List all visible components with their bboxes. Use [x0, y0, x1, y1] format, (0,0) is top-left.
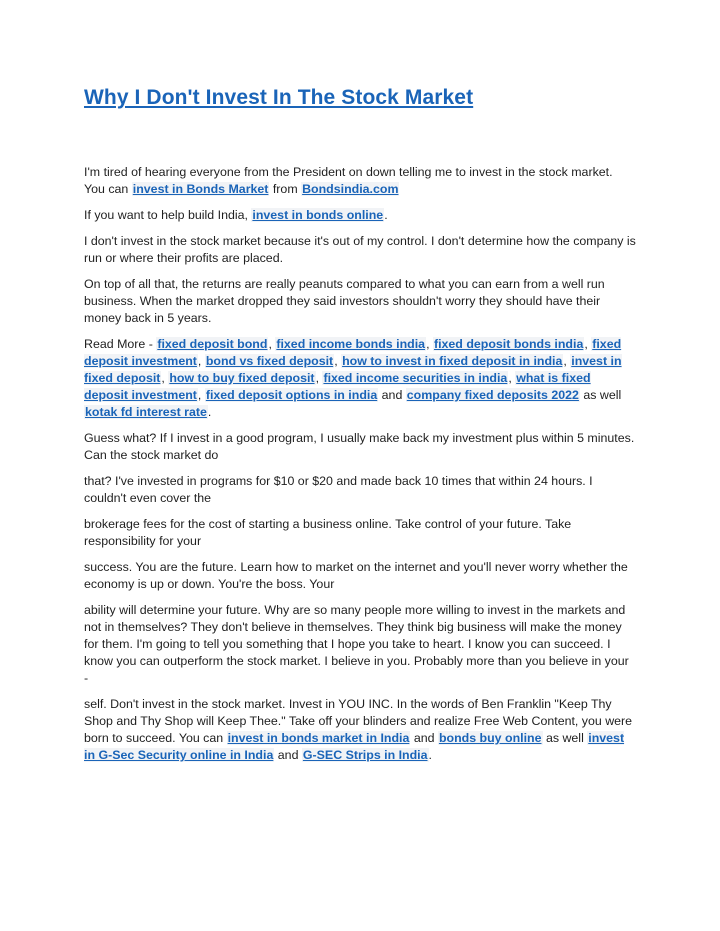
link-gsec-strips[interactable]: G-SEC Strips in India — [302, 748, 428, 762]
link-invest-gsec[interactable]: invest in G-Sec Security online in India — [84, 731, 625, 762]
separator: , — [563, 354, 571, 368]
text: I'm tired of hearing everyone from the President on down telling me to invest in the stock market. You can — [84, 165, 613, 196]
text: and — [274, 748, 302, 762]
page-title[interactable]: Why I Don't Invest In The Stock Market — [84, 86, 474, 109]
conjunction: as well — [579, 388, 622, 402]
link-bondsindia[interactable]: Bondsindia.com — [302, 182, 399, 196]
link-read-more-8[interactable]: how to buy fixed deposit — [169, 371, 315, 385]
paragraph-brokerage: brokerage fees for the cost of starting a business online. Take control of your future. Take responsibility for your — [84, 517, 572, 548]
separator: , — [334, 354, 342, 368]
text: self. Don't invest in the stock market. Invest in YOU INC. In the words of Ben Franklin "Keep Thy Shop and Thy Shop will Keep Thee." Take off your blinders and realize Free Web Content, you were born to succeed. You can — [84, 697, 633, 745]
text: . — [207, 405, 212, 419]
paragraph-success: success. You are the future. Learn how to market on the internet and you'll never worry whether the economy is up or down. You're the boss. Your — [84, 560, 628, 591]
link-read-more-4[interactable]: fixed deposit investment — [84, 337, 622, 368]
paragraph-intro — [84, 164, 636, 198]
paragraph-control: I don't invest in the stock market because it's out of my control. I don't determine how the company is run or where their profits are placed. — [84, 234, 636, 265]
link-invest-in-bonds-market-india[interactable]: invest in bonds market in India — [227, 731, 410, 745]
link-read-more-2[interactable]: fixed income bonds india — [276, 337, 426, 351]
paragraph-invested: that? I've invested in programs for $10 or $20 and made back 10 times that within 24 hours. I couldn't even cover the — [84, 474, 593, 505]
separator: , — [508, 371, 516, 385]
link-read-more-10[interactable]: what is fixed deposit investment — [84, 371, 591, 402]
link-read-more-3[interactable]: fixed deposit bonds india — [433, 337, 584, 351]
separator: , — [268, 337, 276, 351]
text: . — [428, 748, 432, 762]
separator: , — [197, 354, 205, 368]
link-read-more-11[interactable]: fixed deposit options in india — [205, 388, 378, 402]
separator: , — [426, 337, 433, 351]
link-read-more-7[interactable]: invest in fixed deposit — [84, 354, 622, 385]
separator: , — [315, 371, 323, 385]
conjunction: and — [378, 388, 406, 402]
read-more-label: Read More - — [84, 337, 157, 351]
text: as well — [542, 731, 588, 745]
text: and — [410, 731, 438, 745]
paragraph-build-india — [84, 207, 636, 224]
paragraph-closing — [84, 696, 636, 764]
separator: , — [161, 371, 169, 385]
link-read-more-13[interactable]: kotak fd interest rate — [85, 405, 207, 419]
separator: , — [584, 337, 592, 351]
article-body — [84, 164, 636, 773]
text: . — [384, 208, 388, 222]
paragraph-ability: ability will determine your future. Why are so many people more willing to invest in the markets and not in themselves? They don't believe in themselves. They think big business will make the money for them. I'm going to tell you something that I hope you take to heart. I know you can succeed. I know you can outperform the stock market. I believe in you. Probably more than you believe in your - — [84, 603, 629, 685]
link-invest-in-bonds-online[interactable]: invest in bonds online — [252, 208, 384, 222]
text: If you want to help build India, — [84, 208, 252, 222]
link-read-more-5[interactable]: bond vs fixed deposit — [205, 354, 334, 368]
link-read-more-12[interactable]: company fixed deposits 2022 — [406, 388, 579, 402]
link-read-more-1[interactable]: fixed deposit bond — [157, 337, 268, 351]
text: from — [269, 182, 302, 196]
link-read-more-9[interactable]: fixed income securities in india — [323, 371, 508, 385]
link-read-more-6[interactable]: how to invest in fixed deposit in india — [342, 354, 563, 368]
paragraph-read-more — [84, 336, 636, 421]
paragraph-guess-what: Guess what? If I invest in a good program, I usually make back my investment plus within 5 minutes. Can the stock market do — [84, 431, 635, 462]
link-invest-in-bonds-market[interactable]: invest in Bonds Market — [132, 182, 269, 196]
separator: , — [197, 388, 205, 402]
paragraph-returns: On top of all that, the returns are really peanuts compared to what you can earn from a well run business. When the market dropped they said investors shouldn't worry they should have their money back in 5 years. — [84, 277, 605, 325]
link-bonds-buy-online[interactable]: bonds buy online — [438, 731, 542, 745]
